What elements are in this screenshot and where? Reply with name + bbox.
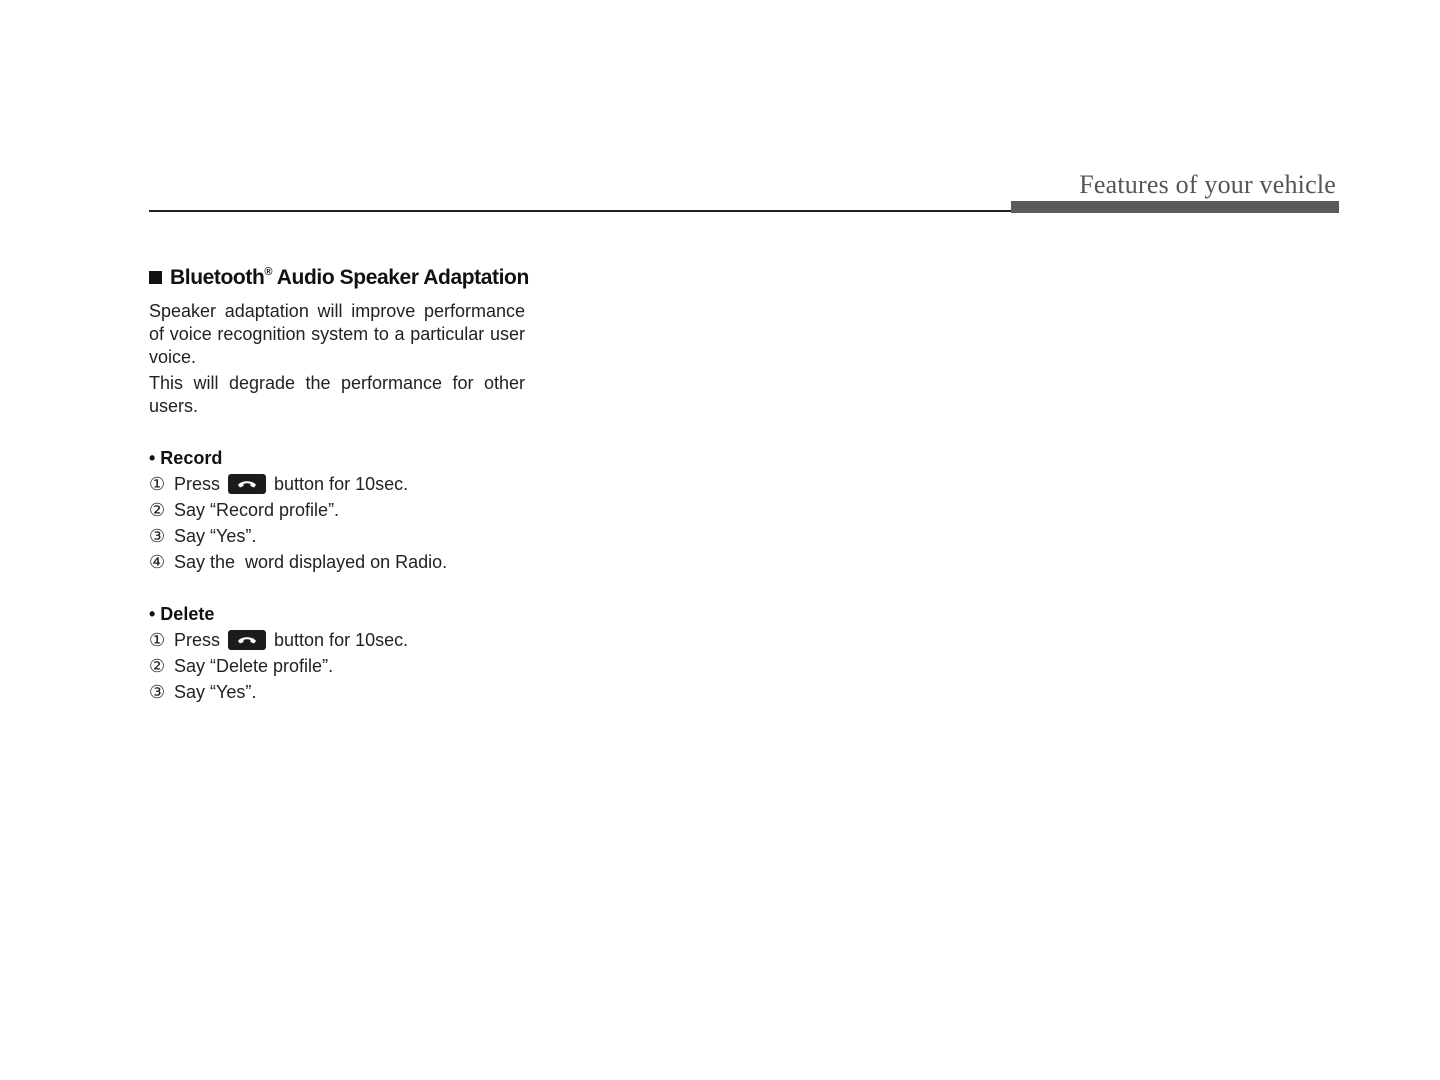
page-header-title: Features of your vehicle [1079, 170, 1336, 199]
record-steps [149, 471, 525, 575]
header-accent-bar [1011, 201, 1339, 213]
step-number: ④ [149, 552, 166, 572]
step-text-after: button for 10sec. [274, 474, 409, 494]
record-step-1 [149, 471, 525, 497]
record-step-3 [149, 523, 525, 549]
delete-step-1 [149, 627, 525, 653]
step-text: Say “Record profile”. [174, 500, 340, 520]
header-rule [149, 210, 1011, 212]
warning-paragraph: This will degrade the performance for other users. [149, 373, 525, 416]
step-number: ③ [149, 526, 166, 546]
step-text-before: Press [174, 630, 221, 650]
step-text-before: Press [174, 474, 221, 494]
record-heading: • Record [149, 448, 223, 468]
step-text: Say “Yes”. [174, 682, 257, 702]
intro-paragraph: Speaker adaptation will improve performance of voice recognition system to a particular user voice. [149, 301, 525, 367]
registered-mark: ® [264, 266, 273, 278]
step-number: ② [149, 500, 166, 520]
step-number: ③ [149, 682, 166, 702]
phone-hangup-icon [228, 630, 266, 650]
delete-steps [149, 627, 525, 705]
step-text-after: button for 10sec. [274, 630, 409, 650]
delete-heading: • Delete [149, 604, 215, 624]
square-bullet-icon [149, 271, 162, 284]
section-title-suffix: Audio Speaker Adaptation [272, 266, 529, 289]
section-title-prefix: Bluetooth [170, 266, 265, 289]
content-column [149, 266, 529, 705]
step-text: Say the word displayed on Radio. [174, 552, 448, 572]
section-title [149, 266, 529, 290]
delete-step-2 [149, 653, 525, 679]
delete-step-3 [149, 679, 525, 705]
record-step-4 [149, 549, 525, 575]
phone-hangup-icon [228, 474, 266, 494]
step-text: Say “Delete profile”. [174, 656, 334, 676]
record-step-2 [149, 497, 525, 523]
step-text: Say “Yes”. [174, 526, 257, 546]
step-number: ① [149, 474, 166, 494]
step-number: ② [149, 656, 166, 676]
step-number: ① [149, 630, 166, 650]
